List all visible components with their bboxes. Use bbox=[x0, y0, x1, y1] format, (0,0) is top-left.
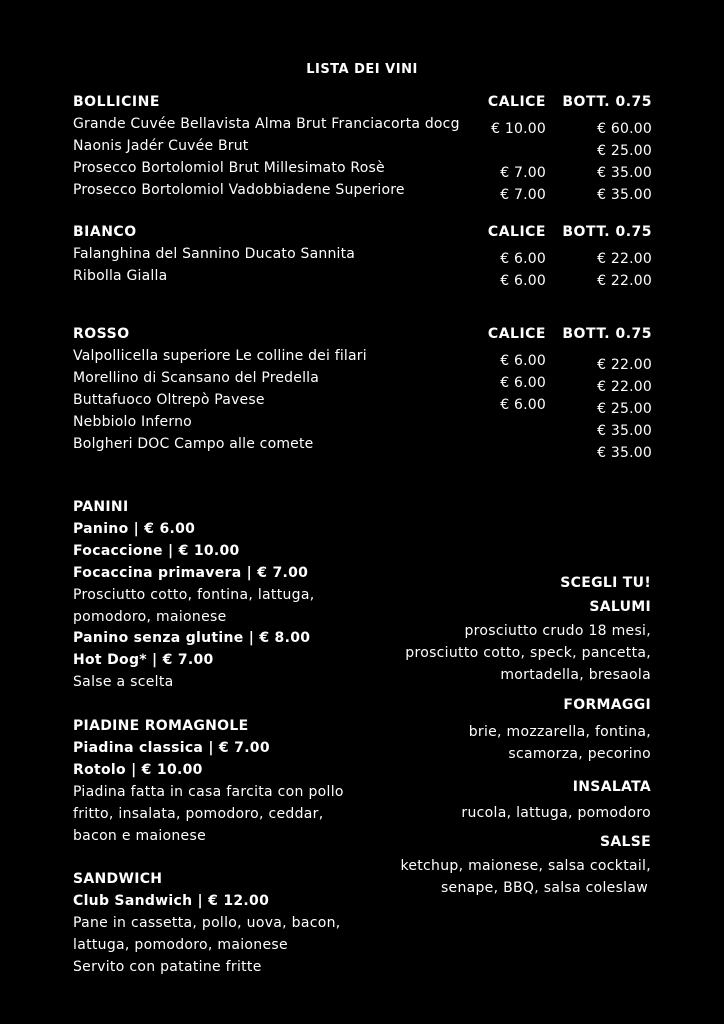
wine-name: Ribolla Gialla bbox=[73, 268, 168, 284]
group-line: prosciutto cotto, speck, pancetta, bbox=[405, 645, 651, 661]
section-heading: BOLLICINE bbox=[73, 94, 160, 110]
wine-bottle-price: € 35.00 bbox=[597, 165, 652, 181]
wine-glass-price: € 7.00 bbox=[500, 187, 546, 203]
wine-glass-price: € 7.00 bbox=[500, 165, 546, 181]
section-heading: SANDWICH bbox=[73, 871, 163, 887]
menu-description: bacon e maionese bbox=[73, 828, 206, 844]
wine-name: Falanghina del Sannino Ducato Sannita bbox=[73, 246, 356, 262]
col-glass-header: CALICE bbox=[487, 94, 546, 110]
wine-bottle-price: € 25.00 bbox=[597, 143, 652, 159]
group-title-formaggi: FORMAGGI bbox=[563, 697, 651, 713]
section-heading: SCEGLI TU! bbox=[560, 575, 651, 591]
col-bottle-header: BOTT. 0.75 bbox=[562, 94, 652, 110]
menu-item: Panino | € 6.00 bbox=[73, 521, 196, 537]
wine-bottle-price: € 35.00 bbox=[597, 423, 652, 439]
menu-description: fritto, insalata, pomodoro, ceddar, bbox=[73, 806, 324, 822]
menu-description: lattuga, pomodoro, maionese bbox=[73, 937, 288, 953]
menu-description: pomodoro, maionese bbox=[73, 609, 227, 625]
menu-item: Panino senza glutine | € 8.00 bbox=[73, 630, 311, 646]
wine-bottle-price: € 35.00 bbox=[597, 187, 652, 203]
wine-name: Morellino di Scansano del Predella bbox=[73, 370, 320, 386]
col-glass-header: CALICE bbox=[487, 326, 546, 342]
wine-name: Prosecco Bortolomiol Vadobbiadene Superiore bbox=[73, 182, 405, 198]
wine-bottle-price: € 22.00 bbox=[597, 251, 652, 267]
menu-description: Prosciutto cotto, fontina, lattuga, bbox=[73, 587, 315, 603]
wine-bottle-price: € 22.00 bbox=[597, 273, 652, 289]
col-bottle-header: BOTT. 0.75 bbox=[562, 326, 652, 342]
group-line: rucola, lattuga, pomodoro bbox=[461, 805, 651, 821]
menu-description: Salse a scelta bbox=[73, 674, 174, 690]
wine-bottle-price: € 22.00 bbox=[597, 357, 652, 373]
section-heading: ROSSO bbox=[73, 326, 130, 342]
section-heading: PANINI bbox=[73, 499, 129, 515]
wine-name: Naonis Jadér Cuvée Brut bbox=[73, 138, 249, 154]
wine-name: Grande Cuvée Bellavista Alma Brut Franciacorta docg bbox=[73, 116, 460, 132]
group-line: mortadella, bresaola bbox=[500, 667, 651, 683]
wine-glass-price: € 6.00 bbox=[500, 397, 546, 413]
group-title-salumi: SALUMI bbox=[589, 599, 651, 615]
menu-item: Club Sandwich | € 12.00 bbox=[73, 893, 270, 909]
menu-description: Piadina fatta in casa farcita con pollo bbox=[73, 784, 344, 800]
menu-description: Servito con patatine fritte bbox=[73, 959, 262, 975]
wine-bottle-price: € 35.00 bbox=[597, 445, 652, 461]
group-line: brie, mozzarella, fontina, bbox=[468, 724, 651, 740]
wine-glass-price: € 6.00 bbox=[500, 375, 546, 391]
wine-name: Nebbiolo Inferno bbox=[73, 414, 192, 430]
wine-glass-price: € 6.00 bbox=[500, 353, 546, 369]
section-heading: BIANCO bbox=[73, 224, 137, 240]
menu-description: Pane in cassetta, pollo, uova, bacon, bbox=[73, 915, 341, 931]
page-title: LISTA DEI VINI bbox=[306, 62, 418, 77]
wine-name: Valpollicella superiore Le colline dei filari bbox=[73, 348, 367, 364]
menu-item: Focaccione | € 10.00 bbox=[73, 543, 240, 559]
wine-name: Buttafuoco Oltrepò Pavese bbox=[73, 392, 265, 408]
group-title-salse: SALSE bbox=[600, 834, 651, 850]
menu-item: Focaccina primavera | € 7.00 bbox=[73, 565, 309, 581]
section-heading: PIADINE ROMAGNOLE bbox=[73, 718, 249, 734]
group-line: senape, BBQ, salsa coleslaw bbox=[440, 880, 648, 896]
wine-glass-price: € 6.00 bbox=[500, 273, 546, 289]
menu-item: Rotolo | € 10.00 bbox=[73, 762, 203, 778]
col-bottle-header: BOTT. 0.75 bbox=[562, 224, 652, 240]
menu-item: Piadina classica | € 7.00 bbox=[73, 740, 270, 756]
wine-name: Prosecco Bortolomiol Brut Millesimato Rosè bbox=[73, 160, 385, 176]
wine-bottle-price: € 60.00 bbox=[597, 121, 652, 137]
group-line: prosciutto crudo 18 mesi, bbox=[464, 623, 651, 639]
col-glass-header: CALICE bbox=[487, 224, 546, 240]
wine-name: Bolgheri DOC Campo alle comete bbox=[73, 436, 314, 452]
wine-bottle-price: € 25.00 bbox=[597, 401, 652, 417]
wine-glass-price: € 10.00 bbox=[491, 121, 546, 137]
group-line: scamorza, pecorino bbox=[508, 746, 651, 762]
wine-bottle-price: € 22.00 bbox=[597, 379, 652, 395]
group-title-insalata: INSALATA bbox=[572, 779, 651, 795]
wine-glass-price: € 6.00 bbox=[500, 251, 546, 267]
group-line: ketchup, maionese, salsa cocktail, bbox=[400, 858, 651, 874]
menu-item: Hot Dog* | € 7.00 bbox=[73, 652, 214, 668]
